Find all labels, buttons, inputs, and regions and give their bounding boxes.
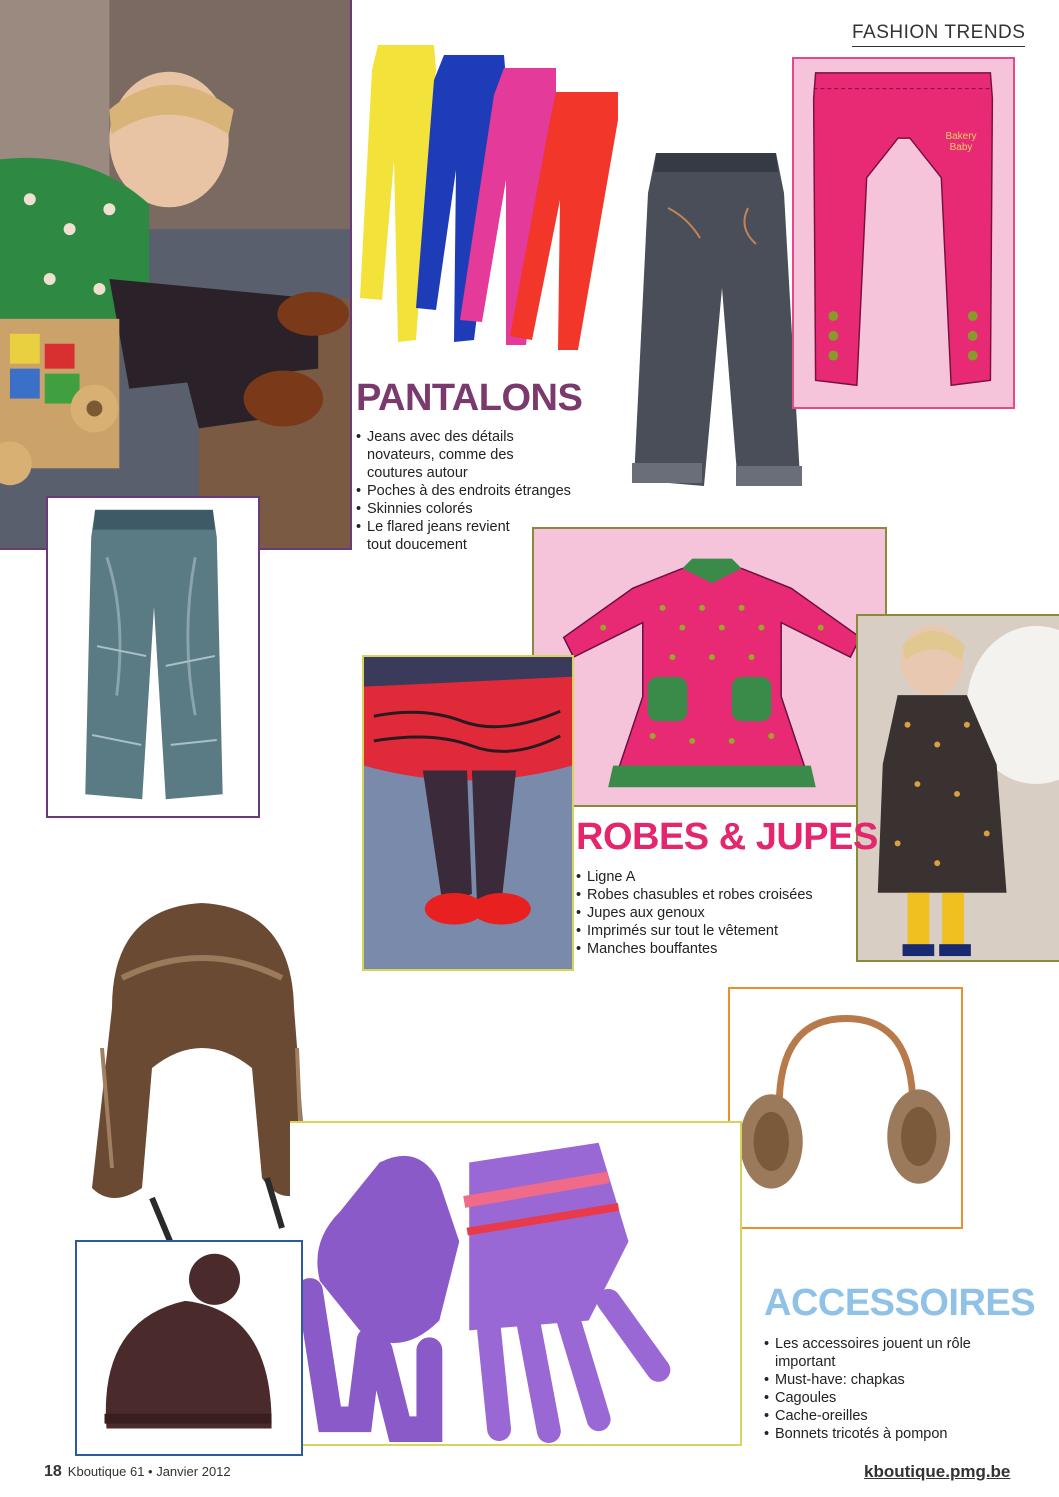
pantalons-title: PANTALONS (356, 377, 583, 419)
bullet-item: • Cache-oreilles (764, 1407, 1044, 1425)
bullet-item: • Les accessoires jouent un rôle (764, 1335, 1044, 1353)
accessoires-title: ACCESSOIRES (764, 1282, 1036, 1324)
bullet-item: • Must-have: chapkas (764, 1371, 1044, 1389)
footer-issue (44, 1463, 231, 1481)
section-header: FASHION TRENDS (852, 22, 1025, 47)
bullet-item: • Cagoules (764, 1389, 1044, 1407)
page-number: 18 (44, 1463, 62, 1480)
photo-red-skirt (362, 655, 574, 971)
sketch-pink-dress (532, 527, 887, 807)
issue-info: Kboutique 61 • Janvier 2012 (67, 1464, 231, 1479)
bullet-item: • Skinnies colorés (356, 500, 606, 518)
bullet-continuation: important (775, 1354, 836, 1370)
bullet-item: • Imprimés sur tout le vêtement (576, 922, 856, 940)
photo-pompom-hat (75, 1240, 303, 1456)
photo-colored-skinnies (356, 40, 656, 360)
photo-fur-hat (82, 898, 322, 1263)
bullet-item: • Poches à des endroits étranges (356, 482, 606, 500)
bullet-item: • Manches bouffantes (576, 940, 856, 958)
accessoires-bullets (764, 1335, 1044, 1443)
bullet-continuation: tout doucement (367, 537, 467, 553)
robes-title: ROBES & JUPES (576, 816, 878, 858)
bullet-continuation: coutures autour (367, 465, 468, 481)
sketch-pink-pants (792, 57, 1015, 409)
sketch-brand-label: Bakery Baby (945, 131, 977, 153)
bullet-continuation: novateurs, comme des (367, 447, 514, 463)
bullet-item: • Robes chasubles et robes croisées (576, 886, 856, 904)
photo-grey-jeans (628, 148, 810, 493)
photo-denim-jeans (46, 496, 260, 818)
robes-bullets (576, 868, 856, 958)
bullet-item: • Bonnets tricotés à pompon (764, 1425, 1044, 1443)
photo-ear-muffs (728, 987, 963, 1229)
footer-url-link[interactable]: kboutique.pmg.be (864, 1462, 1011, 1481)
photo-purple-gloves (290, 1121, 742, 1446)
bullet-item: • Jeans avec des détails (356, 428, 606, 446)
bullet-item: • Le flared jeans revient (356, 518, 606, 536)
bullet-item: • Ligne A (576, 868, 856, 886)
photo-girl-dress (856, 614, 1059, 962)
photo-boy-sitting (0, 0, 352, 550)
bullet-item: • Jupes aux genoux (576, 904, 856, 922)
